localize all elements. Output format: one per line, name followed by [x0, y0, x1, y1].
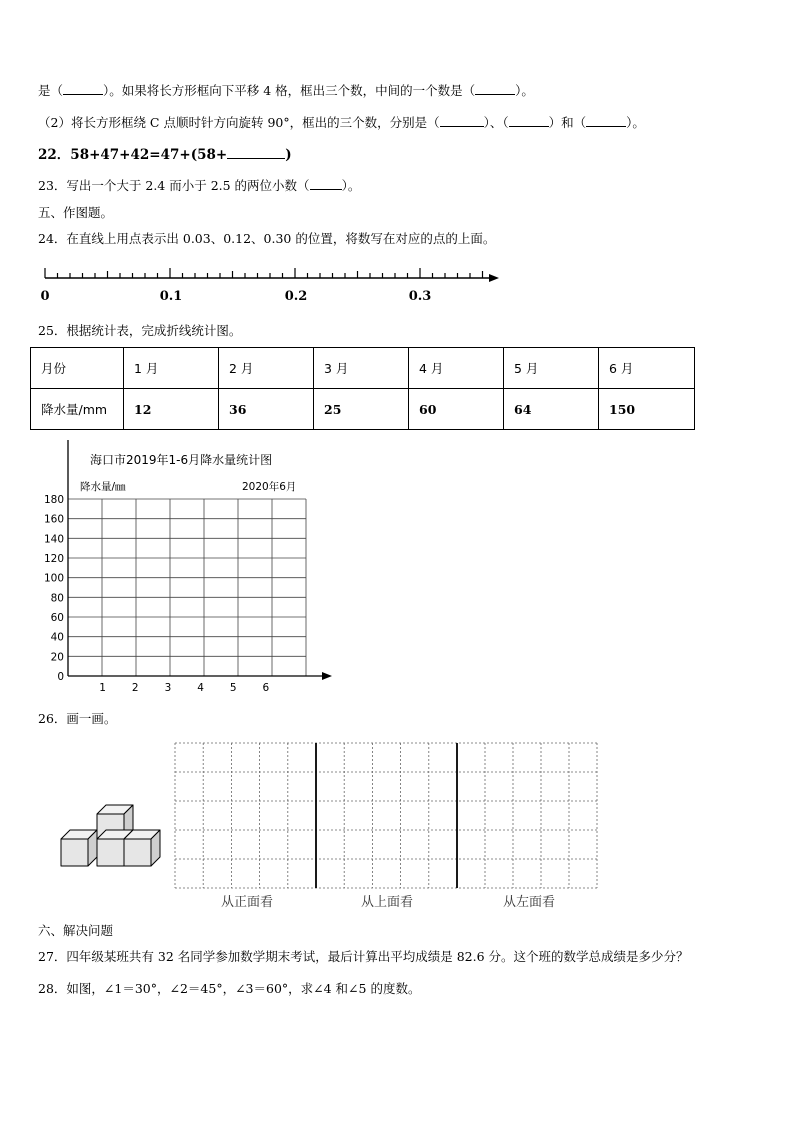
chart-ytick-label: 60	[50, 612, 64, 624]
q26-text: 画一画。	[66, 711, 117, 726]
q21-line2-text: （2）将长方形框绕 C 点顺时针方向旋转 90°，框出的三个数，分别是（	[38, 115, 440, 130]
table-header-cell: 5 月	[504, 348, 599, 389]
chart-xtick-label: 3	[164, 682, 172, 694]
cube-front-face	[124, 839, 151, 866]
question-number: 28．	[38, 981, 67, 996]
number-line-label: 0.3	[408, 289, 432, 304]
q23-text: 写出一个大于 2.4 而小于 2.5 的两位小数（	[66, 178, 310, 193]
q21-text-a: 是（	[38, 83, 64, 98]
view-drawing-grid[interactable]	[175, 743, 600, 913]
table-cell: 12	[124, 389, 219, 430]
chart-ylabel: 降水量/㎜	[80, 481, 126, 493]
number-line-label: 0	[40, 289, 50, 304]
q25-text: 根据统计表，完成折线统计图。	[66, 323, 242, 338]
table-row	[31, 389, 695, 430]
q21-line1	[38, 82, 534, 99]
answer-blank[interactable]	[310, 177, 342, 190]
q27-text: 四年级某班共有 32 名同学参加数学期末考试，最后计算出平均成绩是 82.6 分。这个班的数学总成绩是多少分？	[66, 949, 689, 964]
question-number: 24．	[38, 231, 67, 246]
chart-xtick-label: 1	[99, 682, 106, 694]
table-cell: 60	[409, 389, 504, 430]
table-header-cell: 3 月	[314, 348, 409, 389]
q21-text-b: ）。如果将长方形框向下平移 4 格，框出三个数，中间的一个数是（	[103, 83, 476, 98]
q24	[38, 231, 495, 247]
question-number: 26．	[38, 711, 67, 726]
table-row	[31, 348, 695, 389]
question-number: 23．	[38, 178, 67, 193]
number-line-label: 0.2	[284, 289, 308, 304]
q21-line2	[38, 114, 645, 131]
number-line-arrow	[489, 274, 499, 282]
view-label-left: 从左面看	[502, 895, 556, 910]
chart-ytick-label: 20	[50, 651, 64, 664]
table-cell: 64	[504, 389, 599, 430]
chart-ytick-label: 100	[43, 572, 64, 585]
question-number: 25．	[38, 323, 67, 338]
q24-text: 在直线上用点表示出 0.03、0.12、0.30 的位置，将数写在对应的点的上面。	[66, 231, 496, 246]
section-title: 六、解决问题	[38, 923, 114, 938]
question-number: 27．	[38, 949, 67, 964]
q28-text: 如图，∠1＝30°，∠2＝45°，∠3＝60°，求∠4 和∠5 的度数。	[66, 981, 421, 996]
chart-ytick-label: 0	[57, 671, 64, 683]
chart-xtick-label: 6	[262, 682, 270, 694]
chart-ytick-label: 140	[43, 533, 64, 546]
section-title: 五、作图题。	[38, 205, 114, 220]
answer-blank[interactable]	[509, 114, 549, 127]
rainfall-line-chart[interactable]	[0, 440, 360, 700]
number-line[interactable]	[0, 260, 794, 310]
q25	[38, 323, 241, 339]
q26	[38, 711, 116, 727]
q21-sep2: ）和（	[548, 115, 587, 130]
q21-text-c: ）。	[515, 83, 534, 98]
number-line-label: 0.1	[159, 289, 183, 304]
table-cell: 150	[599, 389, 695, 430]
chart-ytick-label: 40	[50, 631, 64, 644]
q21-end: ）。	[626, 115, 645, 130]
answer-blank[interactable]	[440, 114, 484, 127]
cube-front-face	[97, 839, 124, 866]
view-label-front: 从正面看	[220, 895, 274, 910]
chart-ytick-label: 120	[43, 553, 64, 565]
q27	[38, 949, 689, 965]
table-header-cell: 4 月	[409, 348, 504, 389]
rainfall-table	[30, 347, 695, 430]
view-label-top: 从上面看	[360, 895, 414, 910]
chart-ytick-label: 80	[50, 592, 64, 605]
question-number: 22．	[38, 147, 71, 163]
q21-sep1: ）、（	[483, 115, 509, 130]
cube-front-face	[61, 839, 88, 866]
answer-blank[interactable]	[475, 82, 515, 95]
q23	[38, 177, 360, 194]
q28	[38, 981, 420, 997]
table-header-cell: 1 月	[124, 348, 219, 389]
cubes-figure	[55, 795, 165, 875]
q22-end: )	[285, 147, 292, 163]
chart-ytick-label: 160	[43, 513, 64, 526]
chart-xtick-label: 2	[131, 682, 139, 694]
chart-date-note: 2020年6月	[242, 481, 297, 493]
q22	[38, 146, 292, 163]
answer-blank[interactable]	[227, 146, 285, 159]
q23-end: ）。	[341, 178, 361, 193]
table-cell: 36	[219, 389, 314, 430]
table-header-cell: 2 月	[219, 348, 314, 389]
table-header-cell: 6 月	[599, 348, 695, 389]
q22-text: 58+47+42=47+(58+	[70, 147, 228, 163]
table-cell: 25	[314, 389, 409, 430]
table-row-label: 降水量/mm	[31, 389, 124, 430]
answer-blank[interactable]	[586, 114, 626, 127]
chart-x-arrow	[322, 672, 332, 680]
chart-ytick-label: 180	[43, 494, 64, 506]
answer-blank[interactable]	[63, 82, 103, 95]
chart-xtick-label: 4	[197, 682, 204, 694]
chart-xtick-label: 5	[229, 682, 237, 694]
chart-title: 海口市2019年1-6月降水量统计图	[90, 453, 273, 467]
table-header-cell: 月份	[31, 348, 124, 389]
